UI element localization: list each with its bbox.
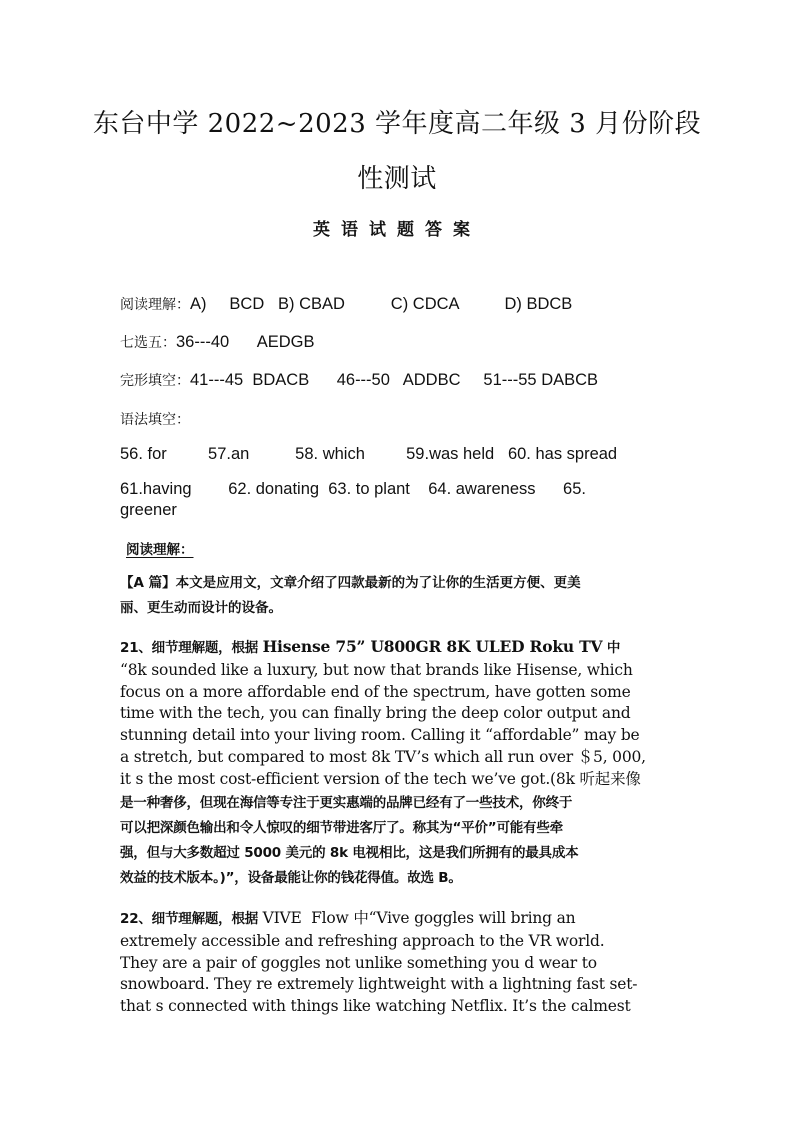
question-21-explanation [120, 636, 680, 891]
q21-row: stunning detail into your living room. Calling it “affordable” may be [120, 726, 640, 745]
answer-reading-text: A) BCD B) CBAD C) CDCA D) BDCB [190, 295, 573, 313]
q21-row: time with the tech, you can finally bring the deep color output and [120, 704, 631, 723]
q22-row: snowboard. They re extremely lightweight with a lightning fast set- [120, 975, 638, 994]
grammar-row-3: greener [120, 501, 177, 519]
q21-row: a stretch, but compared to most 8k TV’s which all run over ＄5, 000, [120, 747, 646, 766]
answer-reading-label: 阅读理解： [120, 297, 190, 313]
q21-row: it s the most cost-efficient version of the tech we’ve got.(8k 听起来像 [120, 769, 641, 788]
answer-cloze [120, 370, 680, 390]
q21-cn-row: 可以把深颜色输出和令人惊叹的细节带进客厅了。称其为“平价”可能有些牵 [120, 819, 563, 836]
q21-cn-row: 是一种奢侈，但现在海信等专注于更实惠端的品牌已经有了一些技术，你终于 [120, 794, 573, 811]
answer-cloze-text: 41---45 BDACB 46---50 ADDBC 51---55 DABCB [190, 371, 599, 389]
q21-lead-end: 中 [602, 640, 621, 656]
section-a-line: 【A 篇】本文是应用文，文章介绍了四款最新的为了让你的生活更方便、更美 [120, 575, 581, 591]
title-line-1: 东台中学 2022~2023 学年度高二年级 3 月份阶段 [92, 109, 702, 139]
q22-lead: 22、细节理解题，根据 [120, 911, 263, 927]
q22-lead-end: 中“Vive goggles will bring an [348, 909, 576, 927]
grammar-row-1: 56. for 57.an 58. which 59.was held 60. has spread [120, 445, 618, 463]
q22-row: They are a pair of goggles not unlike something you d wear to [120, 953, 597, 972]
q22-product: VIVE Flow [262, 909, 349, 927]
q22-row: that s connected with things like watching Netflix. It’s the calmest [120, 997, 631, 1016]
q21-row: focus on a more affordable end of the spectrum, have gotten some [120, 682, 631, 701]
q22-row: extremely accessible and refreshing approach to the VR world. [120, 931, 605, 950]
question-22-explanation [120, 908, 680, 1018]
subtitle: 英语试题答案 [313, 220, 481, 240]
answer-reading [120, 294, 680, 314]
grammar-row-2: 61.having 62. donating 63. to plant 64. awareness 65. [120, 480, 586, 498]
analysis-heading: 阅读理解： [126, 542, 194, 558]
answer-seven [120, 332, 680, 352]
title-line-2: 性测试 [357, 164, 437, 194]
q21-cn-row: 效益的技术版本。)”，设备最能让你的钱花得值。故选 B。 [120, 869, 462, 886]
q22-lead-row [120, 908, 680, 931]
answer-seven-label: 七选五： [120, 335, 176, 351]
q21-product: Hisense 75” U800GR 8K ULED Roku TV [262, 637, 603, 656]
grammar-label: 语法填空： [120, 412, 190, 428]
q21-lead: 21、细节理解题，根据 [120, 640, 263, 656]
q21-cn-row: 强，但与大多数超过 5000 美元的 8k 电视相比，这是我们所拥有的最具成本 [120, 844, 579, 861]
section-a-summary [120, 571, 676, 621]
q21-row: “8k sounded like a luxury, but now that brands like Hisense, which [120, 660, 633, 679]
q21-lead-row [120, 636, 680, 660]
answer-cloze-label: 完形填空： [120, 373, 190, 389]
answer-grammar-label [120, 409, 680, 429]
section-a-line: 丽、更生动而设计的设备。 [120, 600, 282, 616]
answer-seven-text: 36---40 AEDGB [176, 333, 315, 351]
